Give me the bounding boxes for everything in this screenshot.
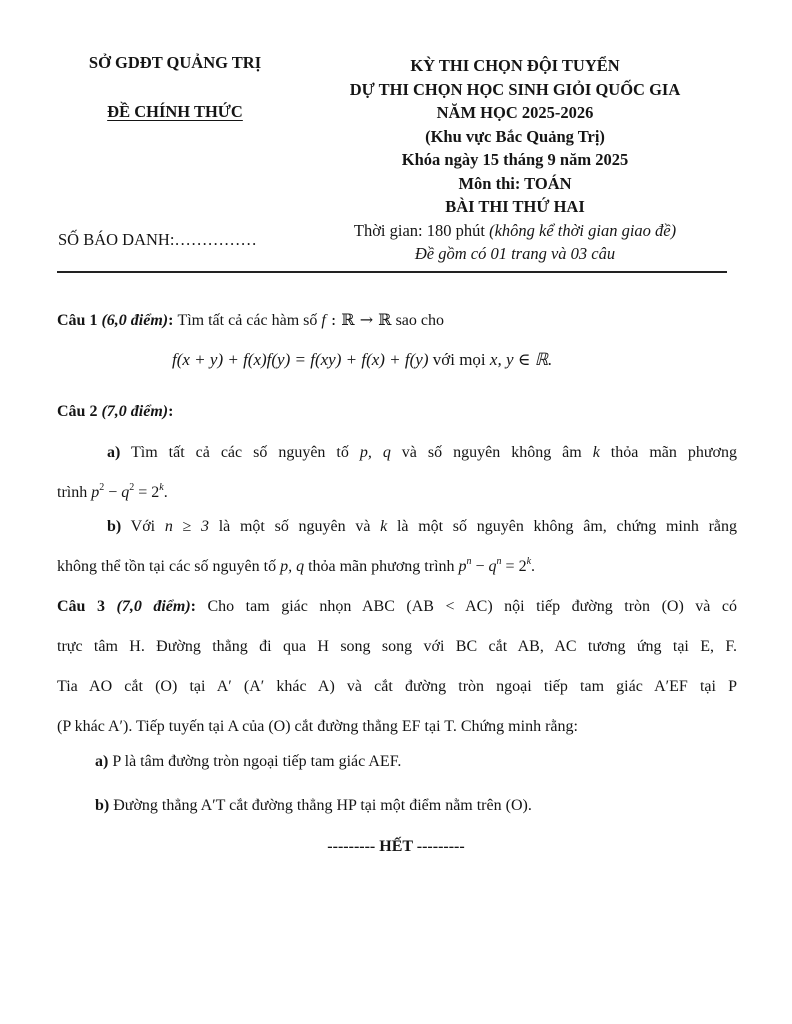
func-symbol: f [321,312,326,329]
exponent: 2 [99,482,105,493]
exponent: n [466,556,472,567]
period: . [531,558,536,575]
exam-title-line1: KỲ THI CHỌN ĐỘI TUYỂN [410,56,620,75]
n-condition: n ≥ 3 [164,518,210,535]
exponent: k [526,556,532,567]
var-p: p [458,558,467,575]
end-mark: --------- HẾT --------- [327,838,465,855]
colon: : [168,312,178,329]
var-k: k [592,444,600,461]
exponent: k [159,482,164,493]
subject: Môn thi: TOÁN [458,173,572,193]
colon: : [190,598,208,615]
operator: − [104,484,122,501]
question-3b-text: Đường thẳng A′T cắt đường thẳng HP tại một điểm nằm trên (O). [109,797,532,814]
operator: = 2 [501,558,527,575]
text: là một số nguyên và [209,518,381,535]
equation-domain: x, y ∈ ℝ. [489,350,553,369]
question-2a [57,433,737,513]
time-prefix: Thời gian: 180 phút [353,220,490,240]
text: thỏa mãn phương trình [304,558,459,575]
department-name: SỞ GDĐT QUẢNG TRỊ [88,53,262,72]
time-note: (không kể thời gian giao đề) [489,220,677,240]
operator: − [471,558,489,575]
var-pq: p, q [280,558,305,575]
exponent: n [496,556,502,567]
var-q: q [488,558,497,575]
official-label [55,102,295,122]
question-1-equation [172,350,552,370]
text: là một số nguyên không âm, chứng minh rằng [387,518,738,535]
question-3-line1 [57,587,737,627]
question-3-line3: Tia AO cắt (O) tại A′ (A′ khác A) và cắt đường tròn ngoại tiếp tam giác A′EF tại P [57,678,737,695]
question-2a-line1 [57,433,737,473]
question-2b-line2 [57,547,737,587]
paper-title: BÀI THI THỨ HAI [445,197,585,216]
question-3-line4: (P khác A′). Tiếp tuyến tại A của (O) cắt đường thẳng EF tại T. Chứng minh rằng: [57,718,578,735]
part-b-label: b) [107,518,122,535]
question-2-label: Câu 2 [57,403,98,420]
question-3a-text: P là tâm đường tròn ngoại tiếp tam giác AEF. [108,753,402,770]
text: Tìm tất cả các số nguyên tố [120,444,360,461]
question-3-points: (7,0 điểm) [116,598,191,615]
colon: : [168,403,174,420]
part-a-label: a) [95,753,109,770]
equation-suffix: với mọi [428,350,490,369]
part-a-label: a) [107,444,121,461]
question-1-text: Tìm tất cả các hàm số [177,312,322,329]
text: và số nguyên không âm [390,444,593,461]
var-k: k [380,518,388,535]
school-year: NĂM HỌC 2025-2026 [436,103,594,122]
region: (Khu vực Bắc Quảng Trị) [425,126,605,146]
text: Với [121,518,165,535]
operator: = 2 [134,484,160,501]
question-3-label: Câu 3 [57,598,105,615]
text: trình [57,484,92,501]
question-2-points: (7,0 điểm) [101,403,169,420]
exponent: 2 [129,482,135,493]
question-1-label: Câu 1 [57,312,98,329]
question-2b-line1 [57,507,737,547]
question-2 [57,392,737,432]
functional-equation: f(x + y) + f(x)f(y) = f(xy) + f(x) + f(y) [172,350,429,369]
text: không thể tồn tại các số nguyên tố [57,558,281,575]
time-info [305,219,725,243]
candidate-number-label: SỐ BÁO DANH:…………… [58,230,257,249]
question-1-text-end: sao cho [391,312,444,329]
var-q: q [121,484,130,501]
exam-date: Khóa ngày 15 tháng 9 năm 2025 [401,150,629,169]
header-divider [57,271,727,273]
question-3-line2: trực tâm H. Đường thẳng đi qua H song song với BC cắt AB, AC tương ứng tại E, F. [57,638,737,655]
question-3b [95,786,775,826]
exam-header [305,54,725,266]
part-b-label: b) [95,797,110,814]
question-3-text-1: Cho tam giác nhọn ABC (AB < AC) nội tiếp đường tròn (O) và có [207,598,738,615]
question-1-points: (6,0 điểm) [101,312,169,329]
question-3 [57,587,737,747]
text: thỏa mãn phương [599,444,737,461]
question-3a [95,742,775,782]
period: . [163,484,168,501]
official-label-text: ĐỀ CHÍNH THỨC [107,102,243,121]
mapping: : ℝ → ℝ [325,310,392,329]
var-pq: p, q [359,444,391,461]
question-2b [57,507,737,587]
pages-note: Đề gồm có 01 trang và 03 câu [414,244,616,263]
question-1 [57,300,737,341]
exam-title-line2: DỰ THI CHỌN HỌC SINH GIỎI QUỐC GIA [349,79,681,99]
var-p: p [91,484,100,501]
